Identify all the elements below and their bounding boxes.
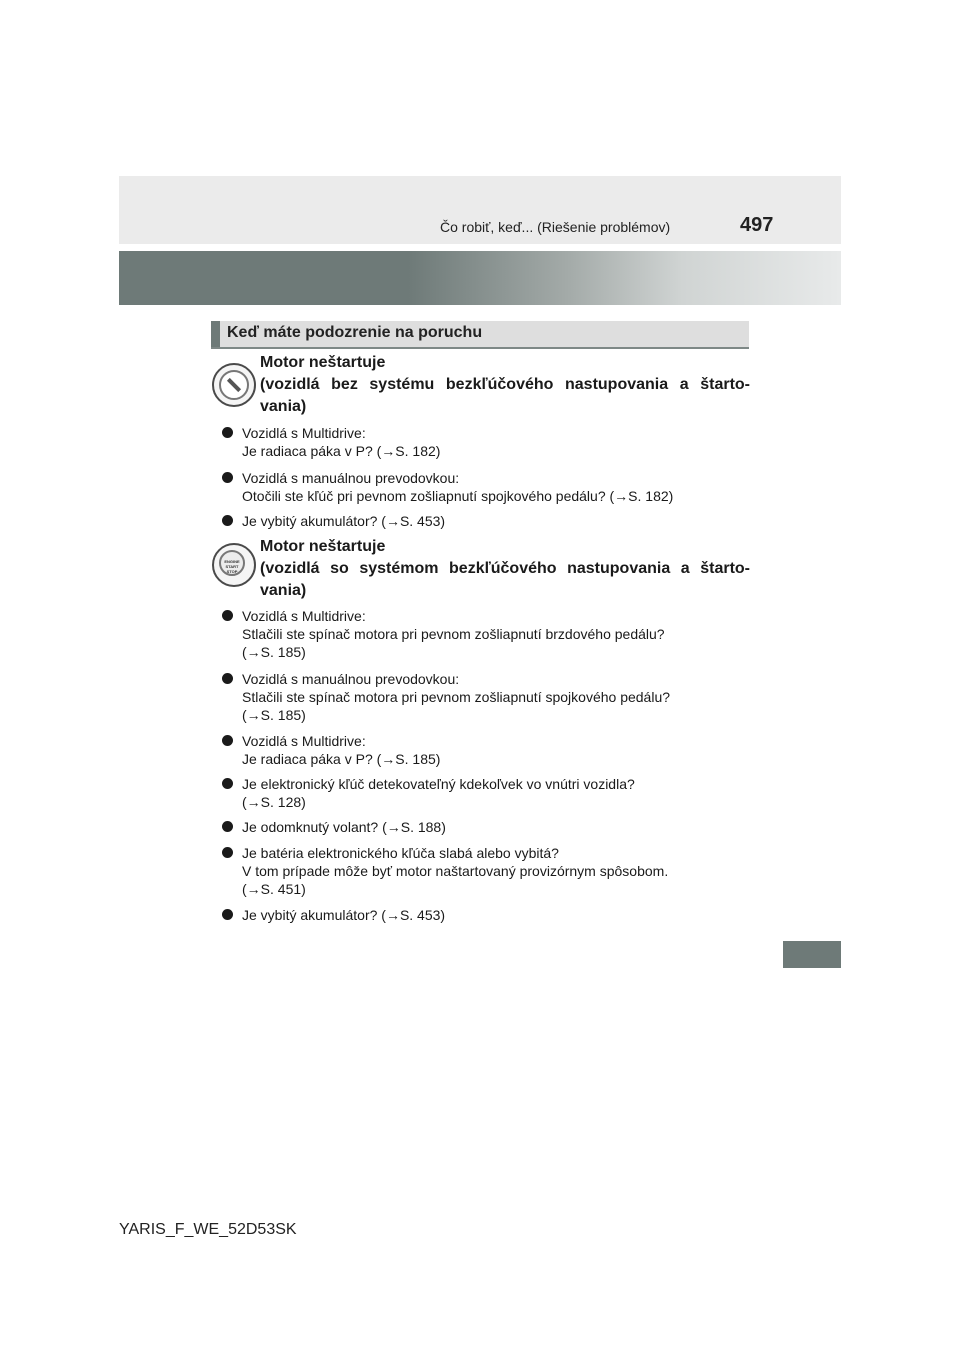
section-heading <box>211 321 749 349</box>
icon-text: ENGINE <box>224 559 240 564</box>
icon-text: START <box>225 564 239 569</box>
block1-title-line1: Motor neštartuje <box>260 354 386 371</box>
bullet-icon <box>222 515 233 526</box>
block1-title-line3: vania) <box>260 398 307 415</box>
list-item-line: Vozidlá s Multidrive: <box>242 608 366 624</box>
page-number: 497 <box>740 214 774 236</box>
list-item-line: Vozidlá s Multidrive: <box>242 733 366 749</box>
list-item-line: Je radiaca páka v P? (→S. 185) <box>242 751 441 767</box>
list-item-line: Je radiaca páka v P? (→S. 182) <box>242 443 441 459</box>
chapter-side-tab <box>783 941 841 968</box>
list-item-line: Vozidlá s manuálnou prevodovkou: <box>242 470 460 486</box>
chapter-title: Čo robiť, keď... (Riešenie problémov) <box>440 219 671 235</box>
list-item-line: (→S. 128) <box>242 794 306 810</box>
document-code: YARIS_F_WE_52D53SK <box>119 1221 297 1238</box>
block2-title-line3: vania) <box>260 582 307 599</box>
list-item-line: Otočili ste kľúč pri pevnom zošliapnutí spojkového pedálu? (→S. 182) <box>242 488 674 504</box>
block2-title-line1: Motor neštartuje <box>260 538 386 555</box>
list-item-line: Vozidlá s Multidrive: <box>242 425 366 441</box>
ignition-key-icon <box>212 363 256 407</box>
block1-title-line2: (vozidlá bez systému bezkľúčového nastupovania a štarto- <box>260 376 750 393</box>
section-heading-accent <box>211 321 220 347</box>
list-item-line: (→S. 451) <box>242 881 306 897</box>
chapter-gradient-bar <box>119 251 841 305</box>
list-item-line: Je elektronický kľúč detekovateľný kdekoľvek vo vnútri vozidla? <box>242 776 635 792</box>
section-heading-label: Keď máte podozrenie na poruchu <box>227 324 483 341</box>
block2-title <box>260 536 750 602</box>
bullet-icon <box>222 847 233 858</box>
bullet-icon <box>222 778 233 789</box>
block1-title <box>260 352 750 418</box>
bullet-icon <box>222 909 233 920</box>
icon-text: STOP <box>226 569 238 574</box>
engine-start-stop-button-icon <box>212 543 256 587</box>
list-item-line: Je vybitý akumulátor? (→S. 453) <box>242 513 446 529</box>
bullet-icon <box>222 673 233 684</box>
list-item-line: Stlačili ste spínač motora pri pevnom zošliapnutí brzdového pedálu? <box>242 626 665 642</box>
list-item-line: Je odomknutý volant? (→S. 188) <box>242 819 446 835</box>
bullet-icon <box>222 735 233 746</box>
bullet-icon <box>222 427 233 438</box>
list-item-line: (→S. 185) <box>242 707 306 723</box>
list-item-line: Je vybitý akumulátor? (→S. 453) <box>242 907 446 923</box>
list-item-line: V tom prípade môže byť motor naštartovaný provizórnym spôsobom. <box>242 863 669 879</box>
list-item-line: Je batéria elektronického kľúča slabá alebo vybitá? <box>242 845 559 861</box>
list-item-line: (→S. 185) <box>242 644 306 660</box>
bullet-icon <box>222 610 233 621</box>
block2-title-line2: (vozidlá so systémom bezkľúčového nastupovania a štarto- <box>260 560 750 577</box>
list-item-line: Vozidlá s manuálnou prevodovkou: <box>242 671 460 687</box>
bullet-icon <box>222 472 233 483</box>
bullet-icon <box>222 821 233 832</box>
list-item-line: Stlačili ste spínač motora pri pevnom zošliapnutí spojkového pedálu? <box>242 689 671 705</box>
